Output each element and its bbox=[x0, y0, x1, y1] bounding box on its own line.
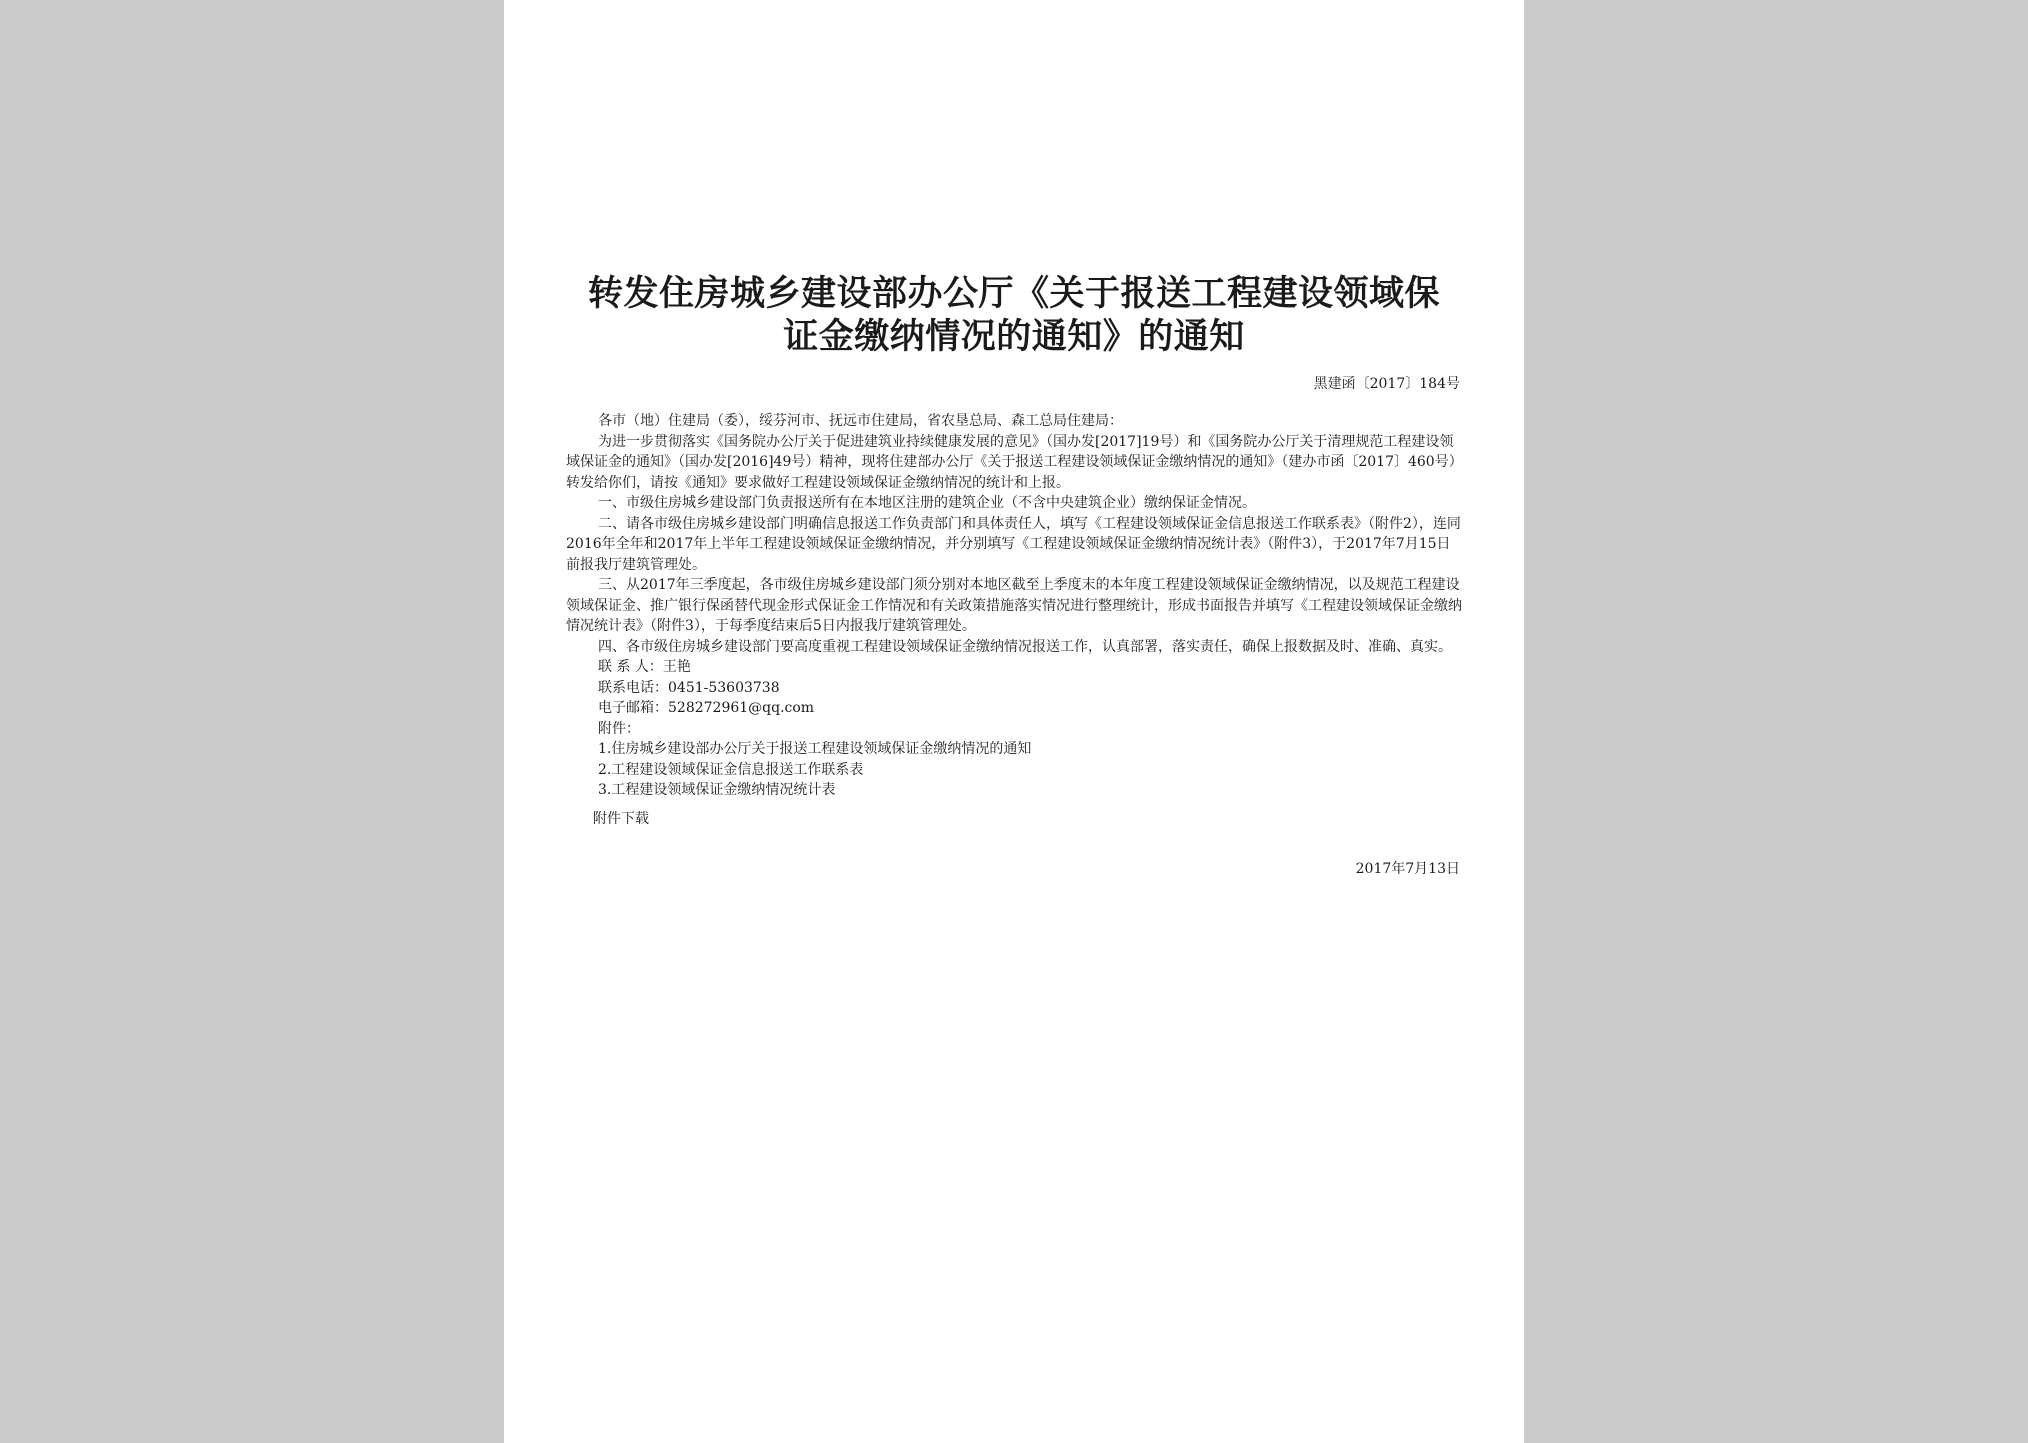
title-line-2: 证金缴纳情况的通知》的通知 bbox=[783, 316, 1245, 357]
contact-phone: 联系电话：0451-53603738 bbox=[598, 679, 780, 696]
document-number: 黑建函〔2017〕184号 bbox=[1313, 376, 1460, 392]
attachment-item: 1.住房城乡建设部办公厅关于报送工程建设领域保证金缴纳情况的通知 bbox=[598, 741, 1032, 757]
attachment-item: 3.工程建设领域保证金缴纳情况统计表 bbox=[598, 782, 836, 798]
contact-person: 联 系 人：王艳 bbox=[598, 659, 691, 675]
item-2-paragraph: 二、请各市级住房城乡建设部门明确信息报送工作负责部门和具体责任人，填写《工程建设领域保证金信息报送工作联系表》（附件2），连同2016年全年和2017年上半年工程建设领域保证金缴纳情况，并分别填写《工程建设领域保证金缴纳情况统计表》（附件3），于2017年7月15日前报我厅建筑管理处。 bbox=[566, 515, 1461, 573]
document-title bbox=[564, 272, 1464, 358]
attachment-download-link[interactable]: 附件下载 bbox=[593, 810, 649, 827]
attachments-label: 附件： bbox=[598, 720, 640, 737]
document-body bbox=[566, 411, 1464, 829]
title-line-1: 转发住房城乡建设部办公厅《关于报送工程建设领域保 bbox=[587, 273, 1440, 314]
item-4-paragraph: 四、各市级住房城乡建设部门要高度重视工程建设领域保证金缴纳情况报送工作，认真部署，落实责任，确保上报数据及时、准确、真实。 bbox=[598, 638, 1452, 655]
document-date: 2017年7月13日 bbox=[1355, 861, 1460, 877]
document-page bbox=[504, 0, 1524, 1443]
salutation: 各市（地）住建局（委），绥芬河市、抚远市住建局，省农垦总局、森工总局住建局： bbox=[598, 413, 1123, 429]
attachment-item: 2.工程建设领域保证金信息报送工作联系表 bbox=[598, 761, 864, 778]
item-3-paragraph: 三、从2017年三季度起，各市级住房城乡建设部门须分别对本地区截至上季度末的本年度工程建设领域保证金缴纳情况，以及规范工程建设领域保证金、推广银行保函替代现金形式保证金工作情况和有关政策措施落实情况进行整理统计，形成书面报告并填写《工程建设领域保证金缴纳情况统计表》（附件3），于每季度结束后5日内报我厅建筑管理处。 bbox=[566, 577, 1462, 634]
intro-paragraph: 为进一步贯彻落实《国务院办公厅关于促进建筑业持续健康发展的意见》（国办发[2017]19号）和《国务院办公厅关于清理规范工程建设领域保证金的通知》（国办发[2016]49号）精神，现将住建部办公厅《关于报送工程建设领域保证金缴纳情况的通知》（建办市函〔2017〕460号）转发给你们，请按《通知》要求做好工程建设领域保证金缴纳情况的统计和上报。 bbox=[566, 433, 1463, 491]
item-1-paragraph: 一、市级住房城乡建设部门负责报送所有在本地区注册的建筑企业（不含中央建筑企业）缴纳保证金情况。 bbox=[598, 495, 1256, 511]
contact-email: 电子邮箱：528272961@qq.com bbox=[598, 700, 815, 716]
